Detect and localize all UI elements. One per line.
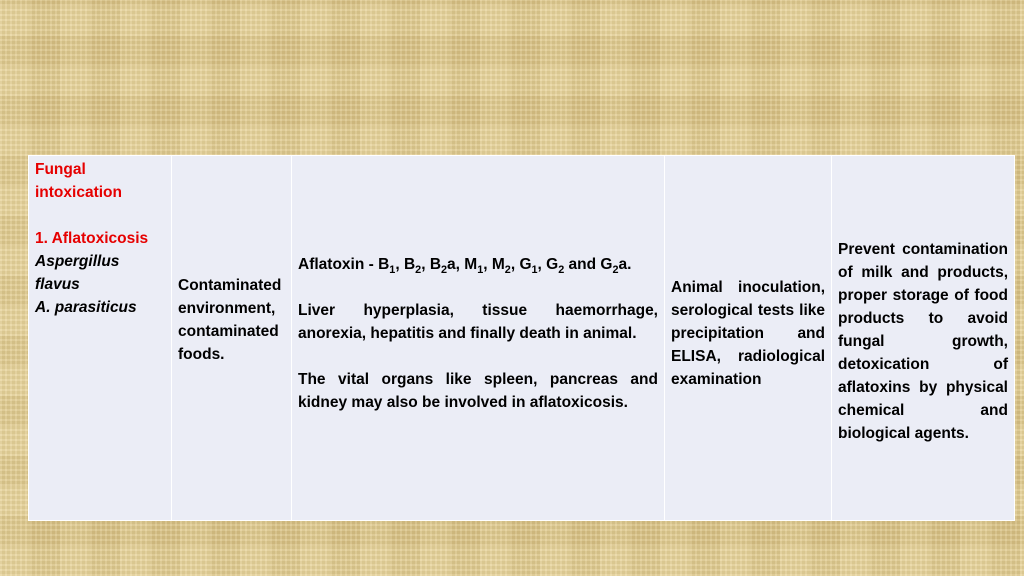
toxin-item: $G_2a$. <box>600 255 632 276</box>
toxin-item: $B_2$, <box>403 255 430 276</box>
toxin-cell <box>292 156 665 521</box>
toxin-item: $B_1$, <box>378 255 404 276</box>
species-name: Aspergillus flavus <box>35 253 120 293</box>
toxin-item: $B_2a$, <box>429 255 465 276</box>
disease-name: 1. Aflatoxicosis <box>35 230 149 247</box>
disease-cell <box>29 156 172 521</box>
toxin-item: $M_2$, <box>491 255 520 276</box>
symptoms-text: Liver hyperplasia, tissue haemorrhage, anorexia, hepatitis and finally death in animal. <box>298 301 658 342</box>
organs-text: The vital organs like spleen, pancreas and kidney may also be involved in aflatoxicosis. <box>298 370 658 411</box>
toxin-item: $G_1$, <box>519 255 547 276</box>
disease-table <box>28 155 1015 521</box>
toxin-item: $G_2$ and <box>546 255 601 276</box>
table-row <box>29 156 1015 521</box>
source-cell <box>172 156 292 521</box>
toxin-list: Aflatoxin - $B_1$, $B_2$, $B_2a$, $M_1$, $M_2$, $G_1$, $G_2$ and $G_2a$. <box>298 255 632 276</box>
species-name: A. parasiticus <box>35 299 137 316</box>
diagnosis-cell <box>665 156 832 521</box>
prevention-text: Prevent contamination of milk and products, proper storage of food products to avoid fungal growth, detoxication of aflatoxins by physical chemical and biological agents. <box>838 240 1008 442</box>
source-text: Contaminated environment, contaminated foods. <box>178 277 282 363</box>
prevention-cell <box>832 156 1015 521</box>
toxin-item: $M_1$, <box>464 255 492 276</box>
section-heading: Fungal intoxication <box>35 161 122 201</box>
diagnosis-text: Animal inoculation, serological tests like precipitation and ELISA, radiological examination <box>671 278 825 388</box>
